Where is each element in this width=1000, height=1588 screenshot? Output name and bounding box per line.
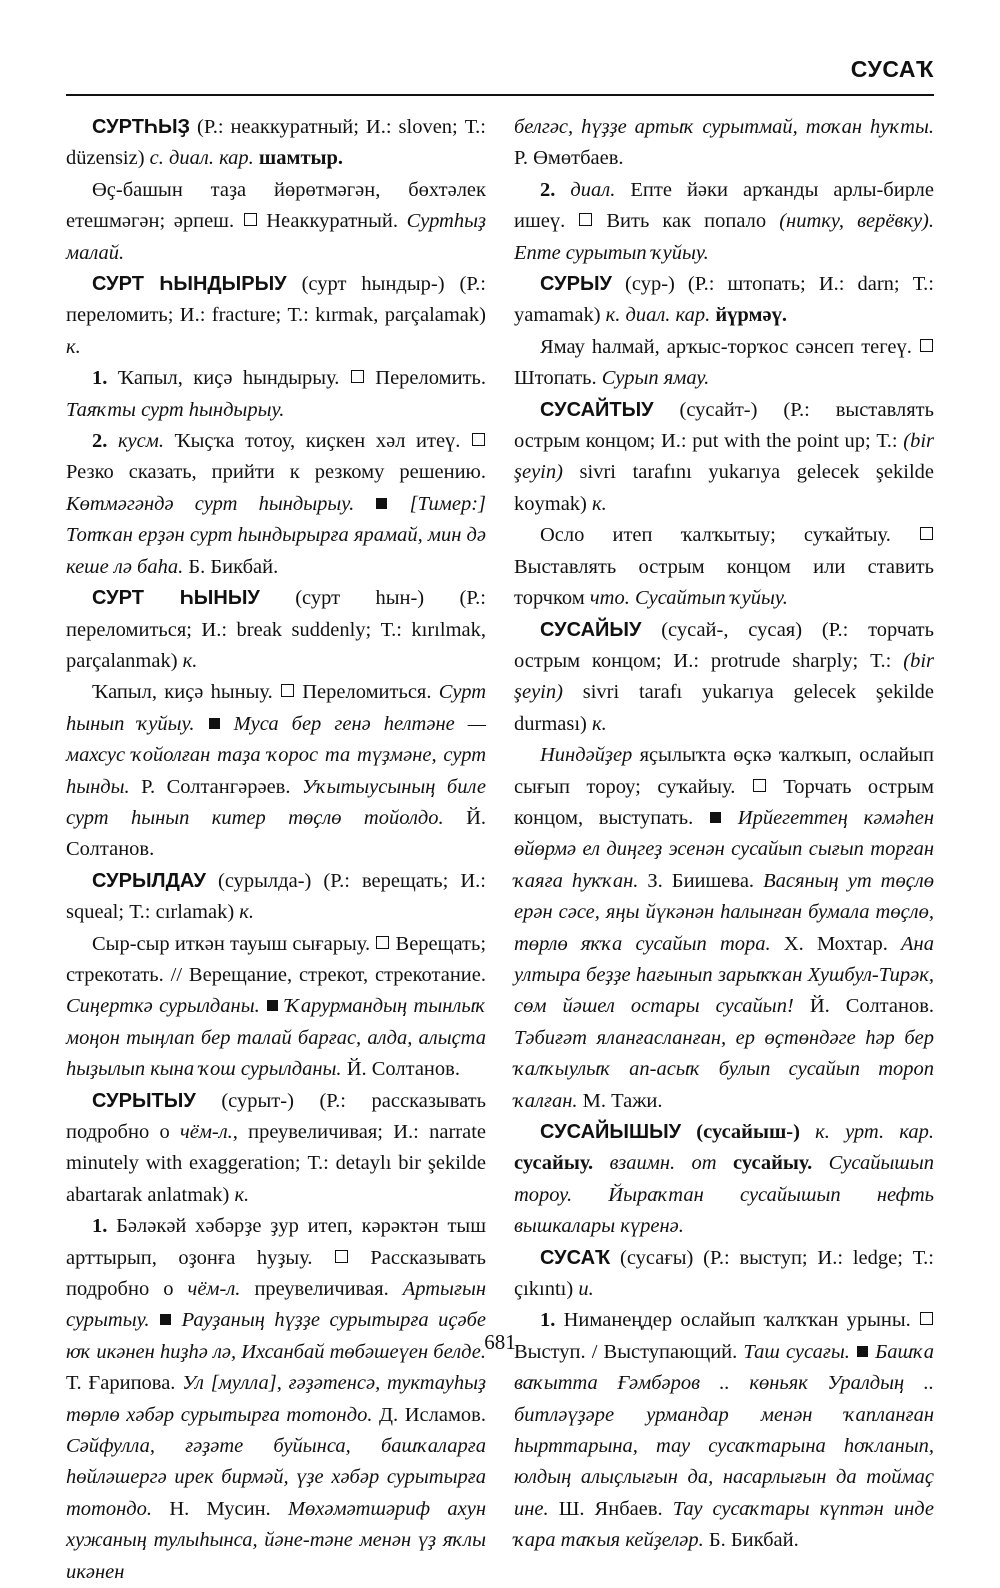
grammar-note: к. урт. кар. (799, 1121, 935, 1143)
grammar-note: к. (234, 1183, 250, 1206)
translations: (сурт һын-) (Р.: переломиться; И.: break suddenly; Т.: kırılmak, parçalanmak) (66, 587, 486, 672)
quote-marker-icon (209, 718, 220, 729)
example: Суртһыҙ малай. (66, 210, 486, 264)
definition: яҫылыҡта өҫкә ҡалҡып, ослайып сығып тороу; суҡайыу. (514, 744, 934, 798)
russian-translation-rest: преувеличивая. (240, 1278, 403, 1301)
russian-marker-icon (920, 1312, 933, 1325)
quote-marker-icon (710, 812, 721, 823)
definition: Осло итеп ҡалҡытыу; суҡайтыу. (540, 524, 891, 547)
russian-marker-icon (376, 936, 389, 949)
headword: СУРЫТЫУ (92, 1089, 196, 1112)
usage-label: кусм. (107, 430, 164, 453)
russian-marker-icon (753, 779, 766, 792)
grammar-note: к. (239, 901, 254, 924)
definition: Сыр-сыр иткән тауыш сығарыу. (92, 932, 371, 955)
headword: СУРТҺЫҘ (92, 116, 191, 138)
entry-suryu (514, 269, 934, 395)
headword: СУРТ ҺЫНДЫРЫУ (92, 273, 287, 296)
grammar-note: с. диал. кар. (149, 147, 254, 170)
headword: СУСАЙЫУ (540, 618, 642, 641)
headword: СУРЫЛДАУ (92, 869, 206, 892)
headword: СУРТ ҺЫНЫУ (92, 587, 260, 610)
quote-author: З. Биишева. (638, 869, 755, 892)
translations: (сурт һындыр-) (Р.: переломить; И.: fracture; Т.: kırmak, parçalamak) (66, 273, 486, 327)
quote-author: Н. Мусин. (152, 1497, 271, 1520)
grammar-note: к. (592, 712, 607, 735)
left-column (66, 112, 486, 1588)
sense-number: 2. (540, 178, 556, 201)
definition: Ҡапыл, киҫә һындырыу. (107, 367, 340, 390)
quote-marker-icon (376, 498, 387, 509)
russian-translation: Переломить. (364, 367, 486, 390)
quotation: Ана ултыра беҙҙе һағынып зарыҡҡан Хушбул-Тирәк, сөм йәшел остары сусайып! (514, 932, 934, 1018)
quotation: Тәбиғәт яланғасланған, ер өҫтөндәге һәр бер ҡалҡыулыҡ ап-асыҡ булып сусайып тороп ҡалған. (514, 1026, 934, 1112)
quotation: Муса бер генә һелтәне — махсус ҡойолған таҙа ҡорос та түҙмәне, сурт һынды. (66, 712, 486, 798)
grammar-note: к. (66, 335, 81, 358)
entry-surytyu-continued (514, 112, 934, 269)
russian-translation: Штопать. (514, 367, 602, 390)
example: Сурт һынып ҡуйыу. (66, 681, 487, 735)
entry-surt-hyndyryu (66, 269, 486, 583)
example: Көтмәгәндә сурт һындырыу. (66, 492, 355, 515)
translations-italic: чём-л. (179, 1121, 233, 1143)
quotation: белгәс, һүҙҙе артыҡ сурытмай, тоҡан һуҡты. (514, 116, 934, 138)
entry-susaiyshyu (514, 1117, 934, 1243)
translations: (сурыт-) (Р.: рассказывать подробно о (66, 1089, 486, 1143)
russian-marker-icon (351, 370, 364, 383)
quote-author: Ш. Янбаев. (548, 1497, 663, 1520)
example: Таяҡты сурт һындырыу. (66, 398, 285, 421)
quote-author: Р. Өмөтбаев. (514, 147, 624, 170)
definition-italic: Ниндәйҙер (540, 744, 633, 767)
quote-author: Б. Бикбай. (183, 555, 279, 578)
translations: (сусағы) (Р.: выступ; И.: ledge; Т.: çıkıntı) (514, 1246, 934, 1301)
quotation: Ирйегеттең кәмәһен өйөрмә ел диңгеҙ эсенән сусайып сығып торған ҡаяға һуҡҡан. (514, 806, 935, 892)
entry-susaiyu (514, 615, 934, 1118)
stem: (сусайыш-) (681, 1121, 800, 1143)
quote-marker-icon (267, 1000, 278, 1011)
example: Сусайышып тороу. Йыраҡтан сусайышып нефть вышкалары күренә. (514, 1152, 934, 1238)
translations: (сусай-, сусая) (Р.: торчать острым концом; И.: protrude sharply; Т.: (514, 618, 934, 672)
quotation: Уҡытыусының биле сурт һынып китер төҫлө тойолдо. (66, 775, 487, 829)
grammar-note: к. (592, 492, 607, 515)
entry-susaityu (514, 395, 934, 615)
russian-marker-icon (281, 684, 294, 697)
russian-marker-icon (472, 433, 485, 446)
synonym: сусайыу. (514, 1152, 594, 1175)
definition: Епте йәки арҡанды арлы-бирле ишеү. (514, 178, 934, 233)
quotation: Сәйфулла, ғәҙәте буйынса, башҡаларға һөйләшергә ирек бирмәй, үҙе хәбәр сурытырға тотондо. (66, 1435, 486, 1520)
russian-marker-icon (920, 527, 933, 540)
russian-translation: Выставлять острым концом или ставить торчком (514, 555, 934, 610)
translations-rest: , преувеличивая; И.: narrate minutely with exaggeration; Т.: detaylı bir şekilde abartarak anlatmak) (66, 1121, 486, 1206)
quote-author: Д. Исламов. (372, 1403, 486, 1426)
quotation: Тау сусаҡтары күптән инде ҡара таҡыя кейҙеләр. (514, 1497, 934, 1552)
translations-italic: (bir şeyin) (514, 430, 934, 484)
entry-surt-hynyu (66, 583, 486, 866)
quote-author: Й. Солтанов. (66, 806, 486, 861)
russian-translation: Резко сказать, прийти к резкому решению. (66, 461, 486, 484)
russian-marker-icon (920, 339, 933, 352)
definition: Ҡыҫҡа тотоу, киҫкен хәл итеү. (163, 430, 461, 453)
definition: Ямау һалмай, арҡыс-торҡос сәнсеп тегеү. (540, 335, 912, 358)
translations-rest: sivri tarafı yukarıya gelecek şekilde durması) (514, 681, 934, 735)
quote-author: Й. Солтанов. (341, 1058, 460, 1081)
quotation: Рауҙаның һүҙҙе сурытырға иҫәбе юҡ икәнен һиҙһә лә, Ихсанбай төбәшеүен белде. (66, 1309, 487, 1363)
definition: Бәләкәй хәбәрҙе ҙур итеп, кәрәктән тыш арттырып, оҙонға һуҙыу. (66, 1215, 486, 1269)
translations: (Р.: неаккуратный; И.: sloven; Т.: düzensiz) (66, 116, 486, 170)
sense-number: 2. (92, 430, 108, 453)
russian-marker-icon (244, 213, 257, 226)
russian-translation: Рассказывать подробно о (66, 1246, 487, 1301)
russian-translation: Выступ. / Выступающий. (514, 1340, 744, 1363)
grammar-note: и. (578, 1278, 594, 1301)
quotation: Ҡарурмандың тынлыҡ моңон тыңлап бер талай барғас, алда, алыҫта һыҙылып кына ҡош сурылданы. (66, 995, 487, 1081)
quote-author: М. Тажи. (577, 1089, 663, 1112)
definition: Ниманеңдер ослайып ҡалҡҡан урыны. (555, 1309, 911, 1332)
base-word: сусайыу. (716, 1152, 813, 1175)
headword: СУСАҠ (540, 1246, 611, 1269)
usage-label: диал. (555, 178, 616, 201)
translations: (сур-) (Р.: штопать; И.: darn; Т.: yamamak) (514, 273, 934, 327)
definition: Ҡапыл, киҫә һыныу. (92, 681, 273, 704)
russian-translation: Переломиться. (294, 681, 439, 704)
russian-translation-italic: (нитку, верёвку). (779, 210, 934, 233)
sense-number: 1. (540, 1309, 556, 1332)
translations: (сусайт-) (Р.: выставлять острым концом; И.: put with the point up; Т.: (514, 398, 934, 453)
entry-surthyz (66, 112, 486, 269)
headword: СУРЫУ (540, 273, 612, 296)
page-number: 681 (484, 1330, 516, 1354)
translations-italic: (bir şeyin) (514, 649, 934, 704)
example: Таш сусағы. (743, 1340, 850, 1363)
translations: (сурылда-) (Р.: верещать; И.: squeal; Т.: cırlamak) (66, 869, 486, 924)
running-header (66, 50, 934, 96)
example: Сусайтып ҡуйыу. (629, 587, 788, 610)
quote-author: Й. Солтанов. (793, 995, 935, 1018)
quotation: Мөхәмәтшәриф ахун хужаның тулыһынса, йәне-тәне менән үҙ яҡлы икәнен (66, 1497, 486, 1583)
quote-author: Р. Солтангәрәев. (129, 775, 291, 798)
sense-number: 1. (92, 1215, 108, 1238)
synonym: шамтыр. (253, 147, 344, 170)
grammar-note: к. диал. кар. (605, 304, 711, 327)
grammar-note-2: взаимн. от (593, 1152, 717, 1175)
quote-author: Б. Бикбай. (703, 1529, 799, 1552)
quotation: Васяның ут төҫлө ерән сәсе, яңы йүкәнән һалынған бумала төҫлө, төрлө яҡҡа сусайып тора. (514, 869, 934, 955)
example: Епте сурытып ҡуйыу. (514, 241, 709, 264)
example: Сиңерткә сурылданы. (66, 995, 260, 1018)
quotation: [Тимер:] Тотҡан ерҙән сурт һындырырға ярамай, мин дә кеше лә баһа. (66, 492, 487, 578)
synonym: йүрмәү. (710, 304, 787, 327)
entry-susaq (514, 1243, 934, 1557)
grammar-note: к. (182, 649, 198, 672)
russian-translation-italic: что. (589, 587, 630, 610)
quote-author: Х. Мохтар. (770, 932, 888, 955)
russian-marker-icon (579, 213, 592, 226)
russian-translation: Торчать острым концом, выступать. (514, 775, 934, 829)
russian-translation: Верещать; стрекотать. // Верещание, стрекот, стрекотание. (66, 932, 487, 986)
quote-marker-icon (160, 1314, 171, 1325)
headword: СУСАЙЫШЫУ (540, 1121, 682, 1143)
header-word: СУСАҠ (850, 56, 934, 82)
russian-translation-italic: чём-л. (187, 1278, 241, 1301)
entry-suryldau (66, 866, 486, 1086)
russian-translation: Вить как попало (593, 210, 780, 233)
quotation: Башҡа ваҡытта Ғәмбәров .. көньяк Уралдың .. битләүҙәре урмандар менән ҡапланған һырттарына, тау сусаҡтарына һоҡланып, юлдың алыҫлығын да, насарлығын да тоймаҫ ине. (514, 1340, 934, 1520)
quote-author: Т. Ғарипова. (66, 1372, 176, 1395)
quotation: Ул [мулла], ғәҙәтенсә, туктауһыҙ төрлө хәбәр сурытырға тотондо. (66, 1372, 486, 1426)
definition: Өҫ-башын таҙа йөрөтмәгән, бөхтәлек етешмәгән; әрпеш. (66, 178, 486, 233)
russian-marker-icon (335, 1250, 348, 1263)
headword: СУСАЙТЫУ (540, 398, 654, 421)
example: Сурып ямау. (601, 367, 710, 390)
example: Артығын сурытыу. (66, 1278, 486, 1332)
russian-translation: Неаккуратный. (257, 210, 407, 233)
sense-number: 1. (92, 367, 108, 390)
translations-rest: sivri tarafını yukarıya gelecek şekilde koymak) (514, 461, 934, 515)
